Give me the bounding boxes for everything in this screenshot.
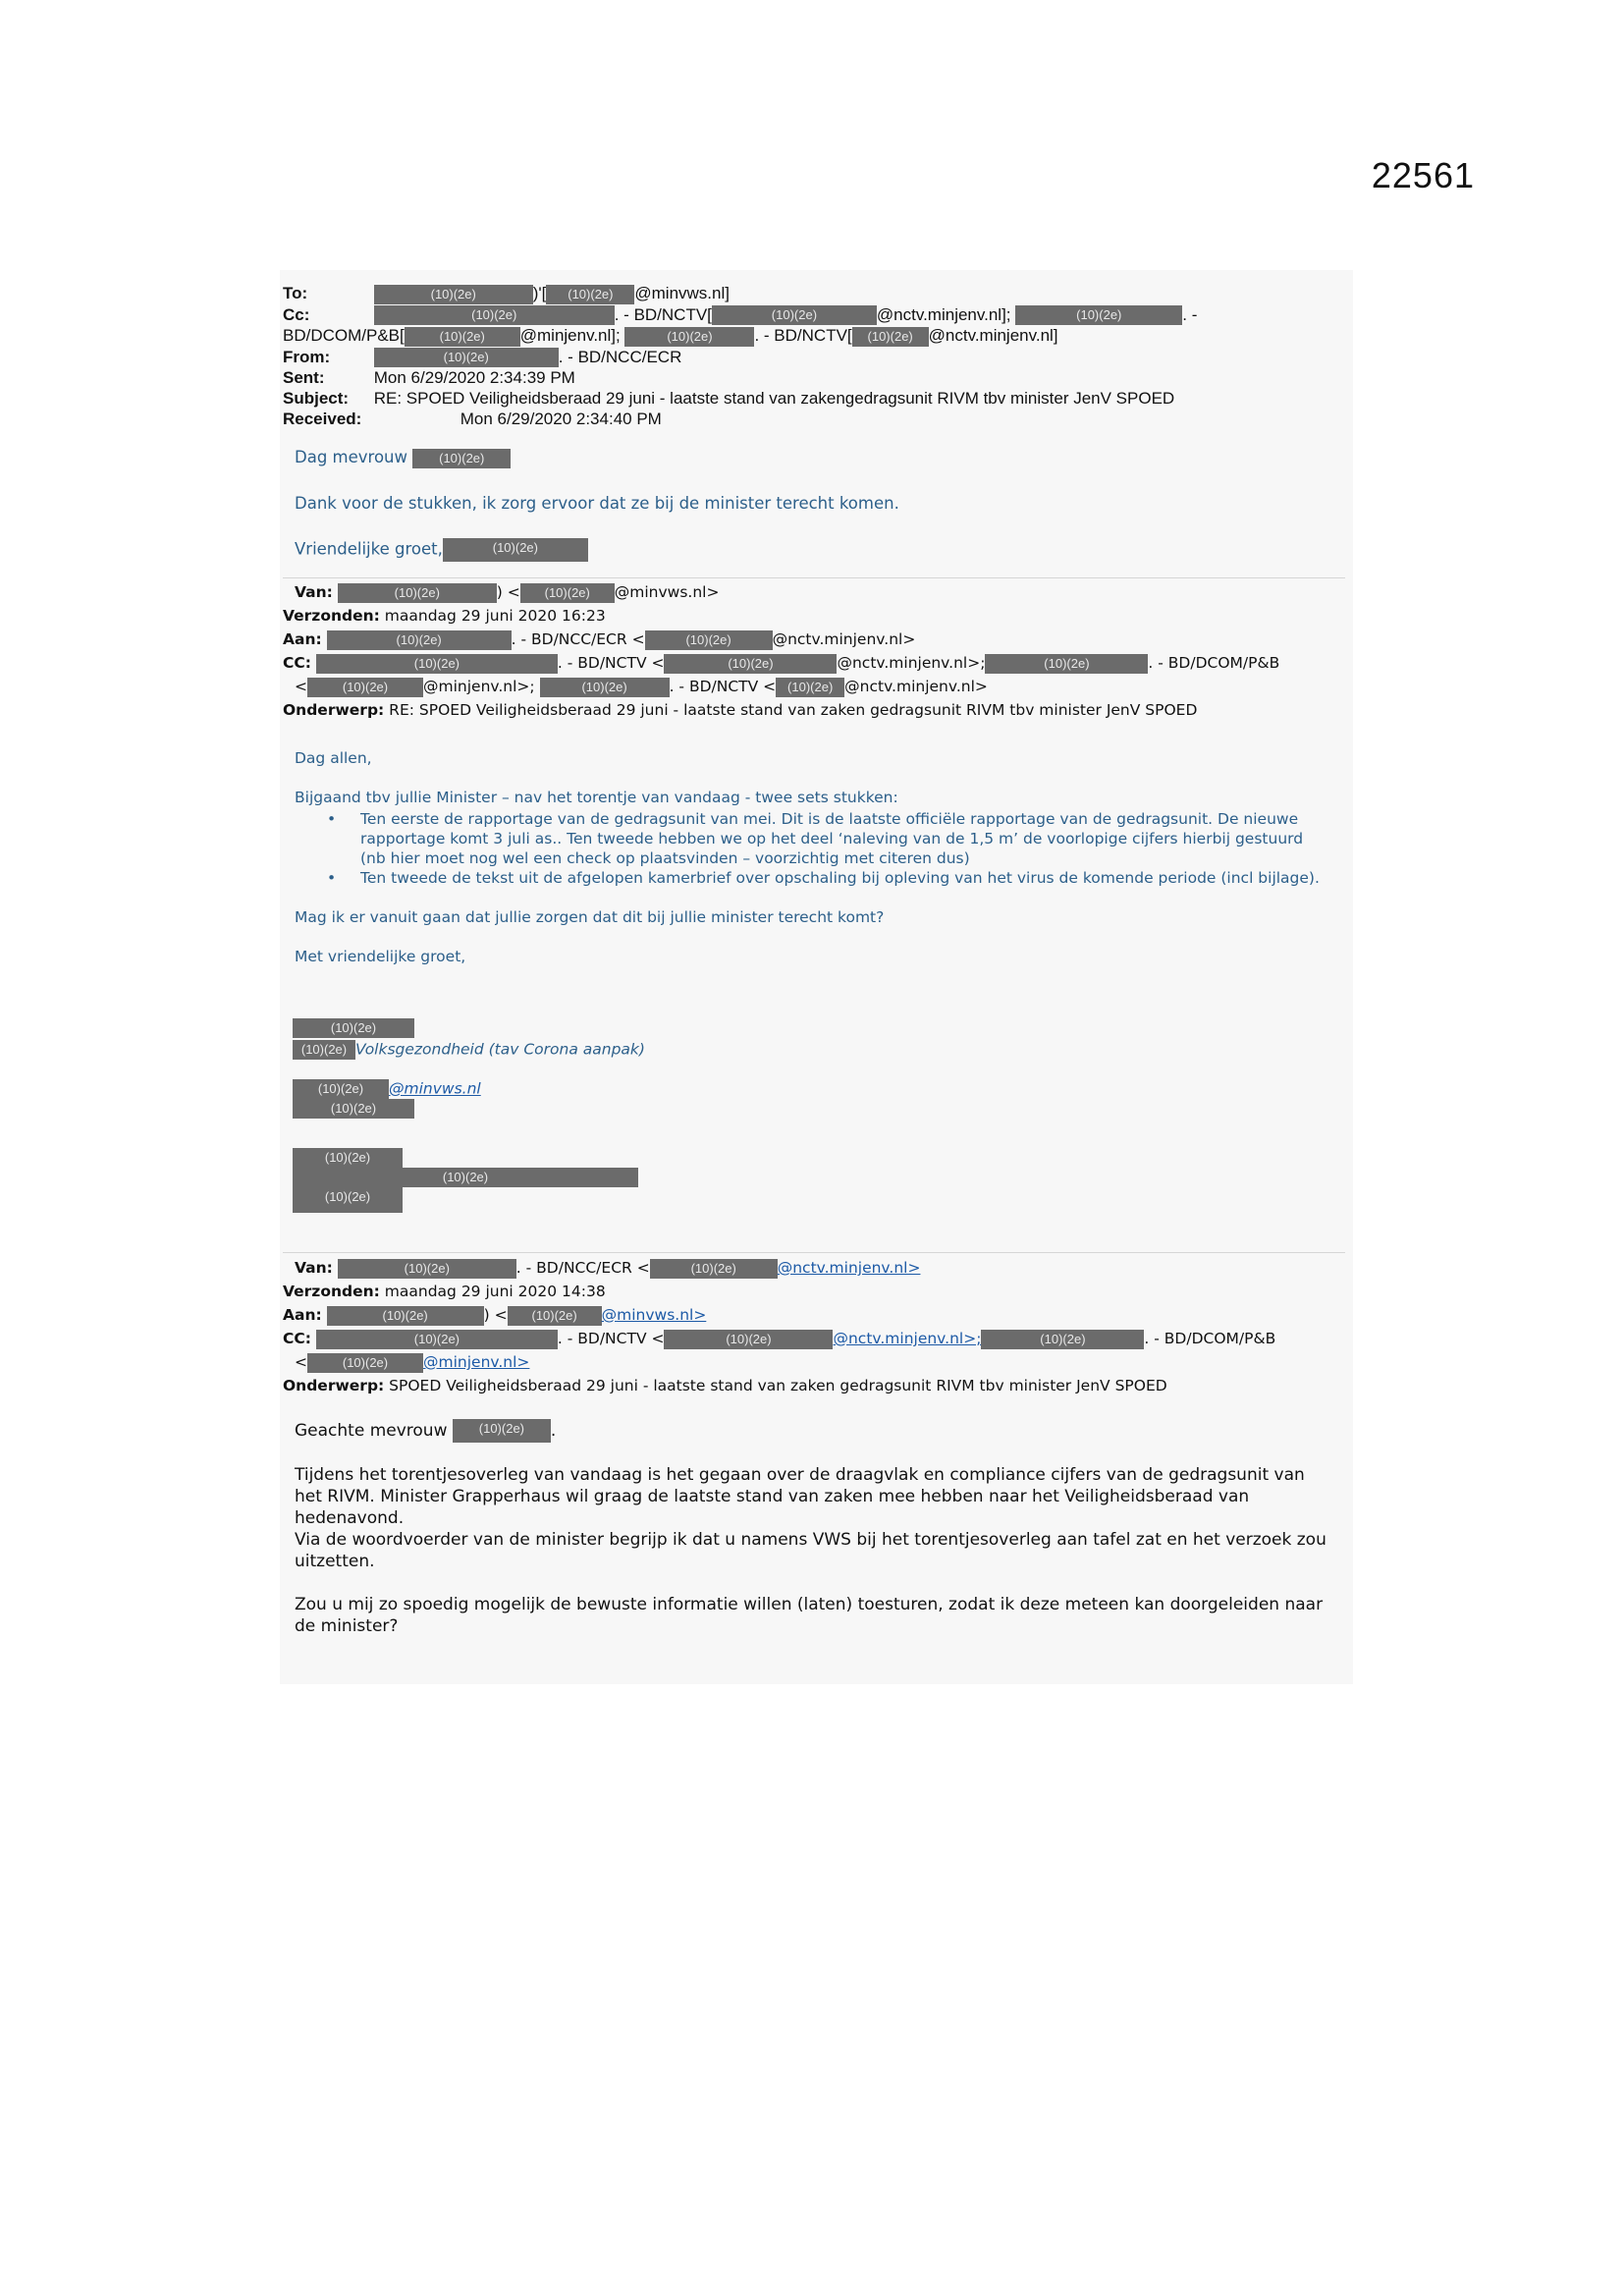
redaction: (10)(2e) [293, 1079, 389, 1099]
cc-row-continued: BD/DCOM/P&B[ (10)(2e) @minjenv.nl]; (10)(2e) . - BD/NCTV[ (10)(2e) @nctv.minjenv.nl] [283, 326, 1058, 346]
redaction: (10)(2e) [293, 1187, 403, 1213]
redaction: (10)(2e) [338, 583, 497, 603]
redaction: (10)(2e) [293, 1018, 414, 1038]
redaction: (10)(2e) [546, 285, 634, 304]
redaction: (10)(2e) [981, 1330, 1144, 1349]
paragraph: Via de woordvoerder van de minister begrijp ik dat u namens VWS bij het torentjesoverleg aan tafel zat en het verzoek zou uitzetten. [295, 1530, 1326, 1571]
redaction: (10)(2e) [540, 678, 670, 697]
cc-row-continued: < (10)(2e) @minjenv.nl>; (10)(2e) . - BD/NCTV < (10)(2e) @nctv.minjenv.nl> [295, 678, 988, 695]
reply-message [295, 448, 1326, 587]
paragraph: Zou u mij zo spoedig mogelijk de bewuste informatie willen (laten) toesturen, zodat ik deze meteen kan doorgeleiden naar de minister? [295, 1595, 1324, 1636]
cc-row: CC: (10)(2e) . - BD/NCTV < (10)(2e) @nctv.minjenv.nl>; (10)(2e) . - BD/DCOM/P&B [283, 654, 1280, 672]
greeting: Dag allen, [295, 749, 372, 767]
redaction: (10)(2e) [374, 305, 615, 325]
forwarded-message-1 [295, 748, 1326, 966]
redaction: (10)(2e) [712, 305, 877, 325]
original-message [295, 1419, 1335, 1637]
email-header [283, 283, 1333, 429]
cc-row: Cc: (10)(2e) . - BD/NCTV[ (10)(2e) @nctv.minjenv.nl]; (10)(2e) . - [283, 304, 1198, 324]
cc-row: CC: (10)(2e) . - BD/NCTV < (10)(2e) @nctv.minjenv.nl>; (10)(2e) . - BD/DCOM/P&B [283, 1330, 1276, 1347]
document-number: 22561 [1371, 155, 1475, 195]
redaction: (10)(2e) [412, 449, 511, 468]
redaction: (10)(2e) [293, 1148, 403, 1168]
redaction: (10)(2e) [327, 1306, 484, 1326]
separator [283, 1252, 1345, 1253]
redaction: (10)(2e) [405, 327, 520, 347]
redaction: (10)(2e) [453, 1419, 551, 1443]
redaction: (10)(2e) [316, 1330, 558, 1349]
redaction: (10)(2e) [374, 285, 533, 304]
onderwerp-row: Onderwerp: RE: SPOED Veiligheidsberaad 29 juni - laatste stand van zaken gedragsunit RIVM tbv minister JenV SPOED [283, 701, 1198, 719]
signature-email-link[interactable]: @minvws.nl [389, 1079, 481, 1098]
redaction: (10)(2e) [985, 654, 1148, 674]
redaction: (10)(2e) [316, 654, 558, 674]
redaction: (10)(2e) [852, 327, 929, 347]
signature [293, 1018, 645, 1213]
greeting: Geachte mevrouw (10)(2e) . [295, 1421, 557, 1441]
paragraph: Tijdens het torentjesoverleg van vandaag is het gegaan over de draagvlak en compliance cijfers van de gedragsunit van het RIVM. Minister Grapperhaus wil graag de laatste stand van zaken mee hebben naar het Veiligheidsberaad van hedenavond. [295, 1465, 1305, 1528]
email-link[interactable]: @minjenv.nl> [423, 1353, 530, 1371]
sent-row: Sent: Mon 6/29/2020 2:34:39 PM [283, 368, 575, 388]
list-item: • Ten tweede de tekst uit de afgelopen kamerbrief over opschaling bij opleving van het virus de komende periode (incl bijlage). [327, 869, 1320, 887]
redaction: (10)(2e) [293, 1168, 638, 1187]
bullet-list [295, 809, 1326, 888]
redaction: (10)(2e) [307, 678, 423, 697]
subject-row: Subject: RE: SPOED Veiligheidsberaad 29 juni - laatste stand van zakengedragsunit RIVM tbv minister JenV SPOED [283, 389, 1175, 409]
to-row: To: (10)(2e) )'[ (10)(2e) @minvws.nl] [283, 284, 730, 302]
greeting: Dag mevrouw (10)(2e) [295, 448, 1326, 468]
redaction: (10)(2e) [293, 1040, 355, 1060]
redaction: (10)(2e) [338, 1259, 516, 1279]
verzonden-row: Verzonden: maandag 29 juni 2020 14:38 [283, 1283, 606, 1300]
onderwerp-row: Onderwerp: SPOED Veiligheidsberaad 29 juni - laatste stand van zaken gedragsunit RIVM tbv minister JenV SPOED [283, 1377, 1167, 1394]
redaction: (10)(2e) [650, 1259, 778, 1279]
received-row: Received: Mon 6/29/2020 2:34:40 PM [283, 410, 662, 429]
redaction: (10)(2e) [664, 654, 837, 674]
email-link[interactable]: @minvws.nl> [601, 1306, 707, 1324]
closing: Vriendelijke groet, (10)(2e) [295, 538, 1326, 562]
redaction: (10)(2e) [645, 630, 773, 650]
redaction: (10)(2e) [776, 678, 844, 697]
question: Mag ik er vanuit gaan dat jullie zorgen dat dit bij jullie minister terecht komt? [295, 908, 885, 926]
message-body: Dank voor de stukken, ik zorg ervoor dat ze bij de minister terecht komen. [295, 493, 899, 513]
redaction: (10)(2e) [664, 1330, 833, 1349]
redaction: (10)(2e) [1015, 305, 1182, 325]
aan-row: Aan: (10)(2e) . - BD/NCC/ECR < (10)(2e) @nctv.minjenv.nl> [283, 630, 916, 648]
separator [283, 577, 1345, 578]
redaction: (10)(2e) [443, 538, 588, 562]
redaction: (10)(2e) [624, 327, 754, 347]
van-row: Van: (10)(2e) ) < (10)(2e) @minvws.nl> [295, 583, 720, 601]
redaction: (10)(2e) [293, 1099, 414, 1119]
closing: Met vriendelijke groet, [295, 948, 466, 965]
email-link[interactable]: @nctv.minjenv.nl>; [833, 1330, 982, 1347]
redaction: (10)(2e) [520, 583, 615, 603]
from-row: From: (10)(2e) . - BD/NCC/ECR [283, 347, 682, 366]
cc-row-continued: < (10)(2e) @minjenv.nl> [295, 1353, 530, 1371]
email-link[interactable]: @nctv.minjenv.nl> [777, 1259, 921, 1277]
redaction: (10)(2e) [508, 1306, 602, 1326]
forwarded-header-2 [283, 1256, 1343, 1397]
redaction: (10)(2e) [307, 1353, 423, 1373]
signature-department: Volksgezondheid (tav Corona aanpak) [355, 1040, 645, 1059]
redaction: (10)(2e) [374, 348, 559, 367]
forwarded-header-1 [283, 580, 1343, 722]
aan-row: Aan: (10)(2e) ) < (10)(2e) @minvws.nl> [283, 1306, 707, 1324]
van-row: Van: (10)(2e) . - BD/NCC/ECR < (10)(2e) @nctv.minjenv.nl> [295, 1259, 921, 1277]
verzonden-row: Verzonden: maandag 29 juni 2020 16:23 [283, 607, 606, 625]
redaction: (10)(2e) [327, 630, 512, 650]
list-item: • Ten eerste de rapportage van de gedragsunit van mei. Dit is de laatste officiële rapportage van de gedragsunit. De nieuwe rapportage komt 3 juli as.. Ten tweede hebben we op het deel ‘naleving van de 1,5 m’ de voorlopige cijfers hierbij gestuurd (nb hier moet nog wel een check op plaatsvinden – voorzichtig met citeren dus) [327, 810, 1304, 867]
intro: Bijgaand tbv jullie Minister – nav het torentje van vandaag - twee sets stukken: [295, 789, 898, 806]
